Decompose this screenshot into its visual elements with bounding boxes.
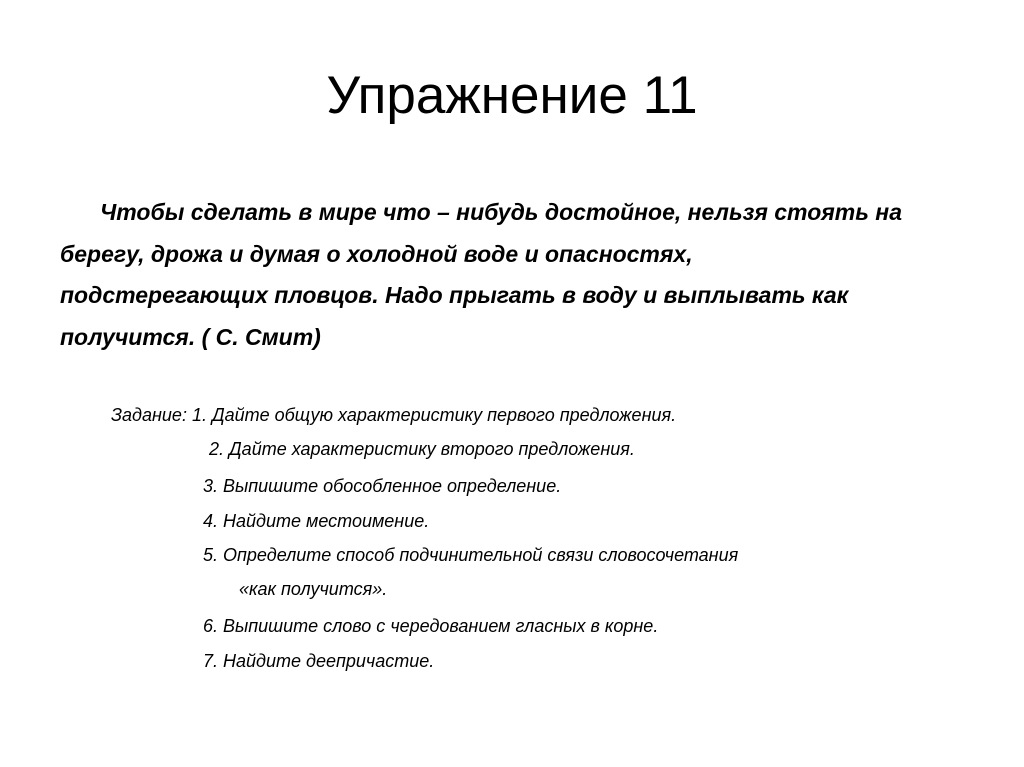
task-item: 5. Определите способ подчинительной связи словосочетания xyxy=(203,545,739,565)
quote-line-3: подстерегающих пловцов. Надо прыгать в воду и выплывать как xyxy=(60,282,849,308)
task-item: Задание: 1. Дайте общую характеристику первого предложения. xyxy=(111,405,677,425)
task-item: 6. Выпишите слово с чередованием гласных в корне. xyxy=(203,616,659,636)
quote-line-4: получится. ( С. Смит) xyxy=(60,323,321,350)
quote-line-1: Чтобы сделать в мире что – нибудь достойное, нельзя стоять на xyxy=(100,199,902,225)
task-item: 7. Найдите деепричастие. xyxy=(203,651,435,671)
task-item: «как получится». xyxy=(239,579,388,599)
task-item: 3. Выпишите обособленное определение. xyxy=(203,476,562,496)
task-item: 4. Найдите местоимение. xyxy=(203,511,430,531)
quote-line-2: берегу, дрожа и думая о холодной воде и опасностях, xyxy=(60,240,693,267)
slide-title: Упражнение 11 xyxy=(326,66,698,125)
task-item: 2. Дайте характеристику второго предложения. xyxy=(209,439,635,459)
quote-paragraph xyxy=(60,192,970,358)
